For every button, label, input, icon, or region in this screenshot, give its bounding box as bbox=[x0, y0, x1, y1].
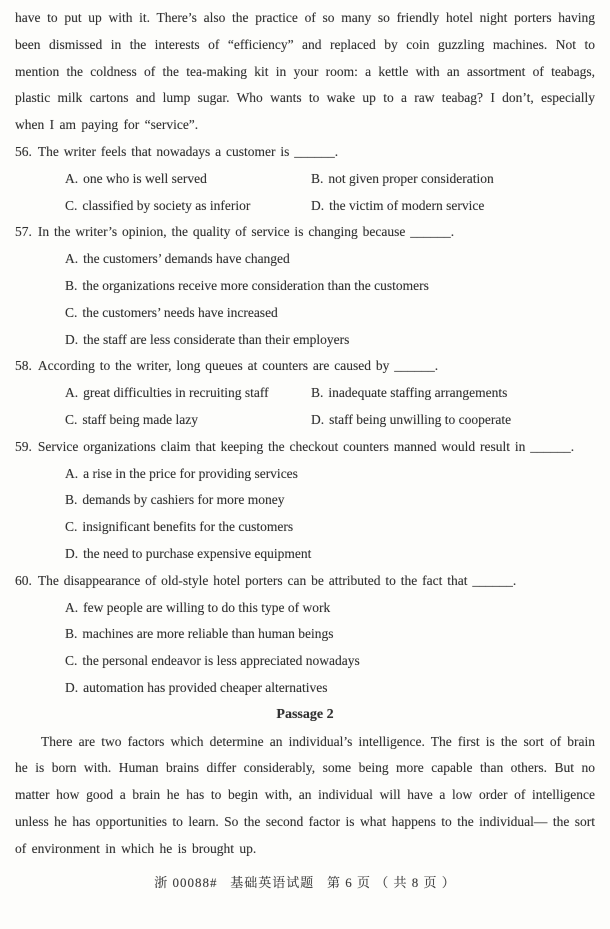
option-text: great difficulties in recruiting staff bbox=[83, 385, 269, 401]
question-60 bbox=[15, 568, 595, 702]
option-56-a bbox=[65, 166, 311, 193]
option-text: the customers’ needs have increased bbox=[82, 304, 278, 320]
option-60-d bbox=[65, 675, 595, 702]
question-57-stem-text: In the writer’s opinion, the quality of service is changing because ______. bbox=[37, 224, 455, 240]
option-text: the personal endeavor is less appreciated nowadays bbox=[82, 653, 360, 669]
option-60-b bbox=[65, 621, 595, 648]
question-60-stem-text: The disappearance of old-style hotel porters can be attributed to the fact that ______. bbox=[37, 572, 517, 588]
question-56-stem-text: The writer feels that nowadays a customer is ______. bbox=[37, 143, 339, 159]
option-label: C. bbox=[65, 653, 78, 669]
option-text: the staff are less considerate than their employers bbox=[83, 331, 350, 347]
option-59-b bbox=[65, 487, 595, 514]
question-58-stem bbox=[15, 353, 595, 380]
option-text: insignificant benefits for the customers bbox=[82, 519, 294, 535]
option-59-c bbox=[65, 514, 595, 541]
question-60-stem bbox=[15, 568, 595, 595]
option-text: the organizations receive more consideration than the customers bbox=[82, 277, 429, 293]
option-60-a bbox=[65, 595, 595, 622]
option-label: B. bbox=[311, 170, 324, 186]
option-text: the customers’ demands have changed bbox=[83, 251, 290, 267]
option-label: C. bbox=[65, 519, 78, 535]
option-text: not given proper consideration bbox=[328, 170, 494, 186]
question-59-stem-text: Service organizations claim that keeping the checkout counters manned would result in ______. bbox=[37, 438, 575, 454]
option-label: A. bbox=[65, 385, 79, 401]
question-56-options bbox=[65, 166, 595, 220]
option-text: staff being made lazy bbox=[82, 411, 198, 427]
option-text: machines are more reliable than human beings bbox=[82, 626, 334, 642]
question-56-number: 56. bbox=[15, 143, 32, 159]
passage2-paragraph: There are two factors which determine an individual’s intelligence. The first is the sort of brain he is born with. Human brains differ considerably, some being more capable than others. But no matter how good a brain he has to begin with, an individual will have a low order of intelligence unless he has opportunities to learn. So the second factor is what happens to the individual— the sort of environment in which he is brought up. bbox=[15, 733, 595, 856]
option-label: B. bbox=[65, 277, 78, 293]
option-57-d bbox=[65, 327, 595, 354]
option-label: B. bbox=[311, 385, 324, 401]
option-58-b bbox=[311, 380, 595, 407]
option-label: C. bbox=[65, 197, 78, 213]
question-56 bbox=[15, 139, 595, 219]
option-56-d bbox=[311, 193, 595, 220]
option-label: D. bbox=[65, 545, 79, 561]
option-text: demands by cashiers for more money bbox=[82, 492, 285, 508]
question-60-number: 60. bbox=[15, 572, 32, 588]
question-59 bbox=[15, 434, 595, 568]
question-57 bbox=[15, 219, 595, 353]
option-text: automation has provided cheaper alternatives bbox=[83, 679, 328, 695]
question-58 bbox=[15, 353, 595, 433]
option-57-a bbox=[65, 246, 595, 273]
option-59-d bbox=[65, 541, 595, 568]
question-58-stem-text: According to the writer, long queues at counters are caused by ______. bbox=[37, 358, 439, 374]
question-59-stem bbox=[15, 434, 595, 461]
page-footer: 浙 00088# 基础英语试题 第 6 页 （ 共 8 页 ） bbox=[154, 874, 456, 890]
question-60-options bbox=[65, 595, 595, 702]
option-59-a bbox=[65, 461, 595, 488]
option-text: staff being unwilling to cooperate bbox=[329, 411, 512, 427]
question-59-options bbox=[65, 461, 595, 568]
option-label: D. bbox=[65, 679, 79, 695]
question-56-stem bbox=[15, 139, 595, 166]
passage2-heading: Passage 2 bbox=[276, 706, 334, 722]
option-label: A. bbox=[65, 599, 79, 615]
option-56-c bbox=[65, 193, 311, 220]
question-57-stem bbox=[15, 219, 595, 246]
question-57-options bbox=[65, 246, 595, 353]
option-text: classified by society as inferior bbox=[82, 197, 251, 213]
option-58-a bbox=[65, 380, 311, 407]
option-60-c bbox=[65, 648, 595, 675]
option-text: a rise in the price for providing services bbox=[83, 465, 298, 481]
option-label: B. bbox=[65, 492, 78, 508]
option-58-d bbox=[311, 407, 595, 434]
option-label: A. bbox=[65, 465, 79, 481]
option-label: A. bbox=[65, 170, 79, 186]
option-label: C. bbox=[65, 304, 78, 320]
option-label: D. bbox=[311, 197, 325, 213]
question-58-number: 58. bbox=[15, 358, 32, 374]
option-label: A. bbox=[65, 251, 79, 267]
option-text: one who is well served bbox=[83, 170, 207, 186]
option-text: few people are willing to do this type of work bbox=[83, 599, 331, 615]
option-56-b bbox=[311, 166, 595, 193]
option-58-c bbox=[65, 407, 311, 434]
question-57-number: 57. bbox=[15, 224, 32, 240]
option-label: C. bbox=[65, 411, 78, 427]
option-57-c bbox=[65, 300, 595, 327]
question-59-number: 59. bbox=[15, 438, 32, 454]
option-57-b bbox=[65, 273, 595, 300]
question-58-options bbox=[65, 380, 595, 434]
option-text: the victim of modern service bbox=[329, 197, 485, 213]
option-label: B. bbox=[65, 626, 78, 642]
option-text: inadequate staffing arrangements bbox=[328, 385, 508, 401]
passage1-continuation-paragraph: have to put up with it. There’s also the practice of so many so friendly hotel night porters having been dismissed in the interests of “efficiency” and replaced by coin guzzling machines. Not to mention the coldness of the tea-making kit in your room: a kettle with an assortment of teabags, plastic milk cartons and lump sugar. Who wants to wake up to a raw teabag? I don’t, especially when I am paying for “service”. bbox=[15, 10, 595, 133]
option-text: the need to purchase expensive equipment bbox=[83, 545, 312, 561]
option-label: D. bbox=[65, 331, 79, 347]
option-label: D. bbox=[311, 411, 325, 427]
